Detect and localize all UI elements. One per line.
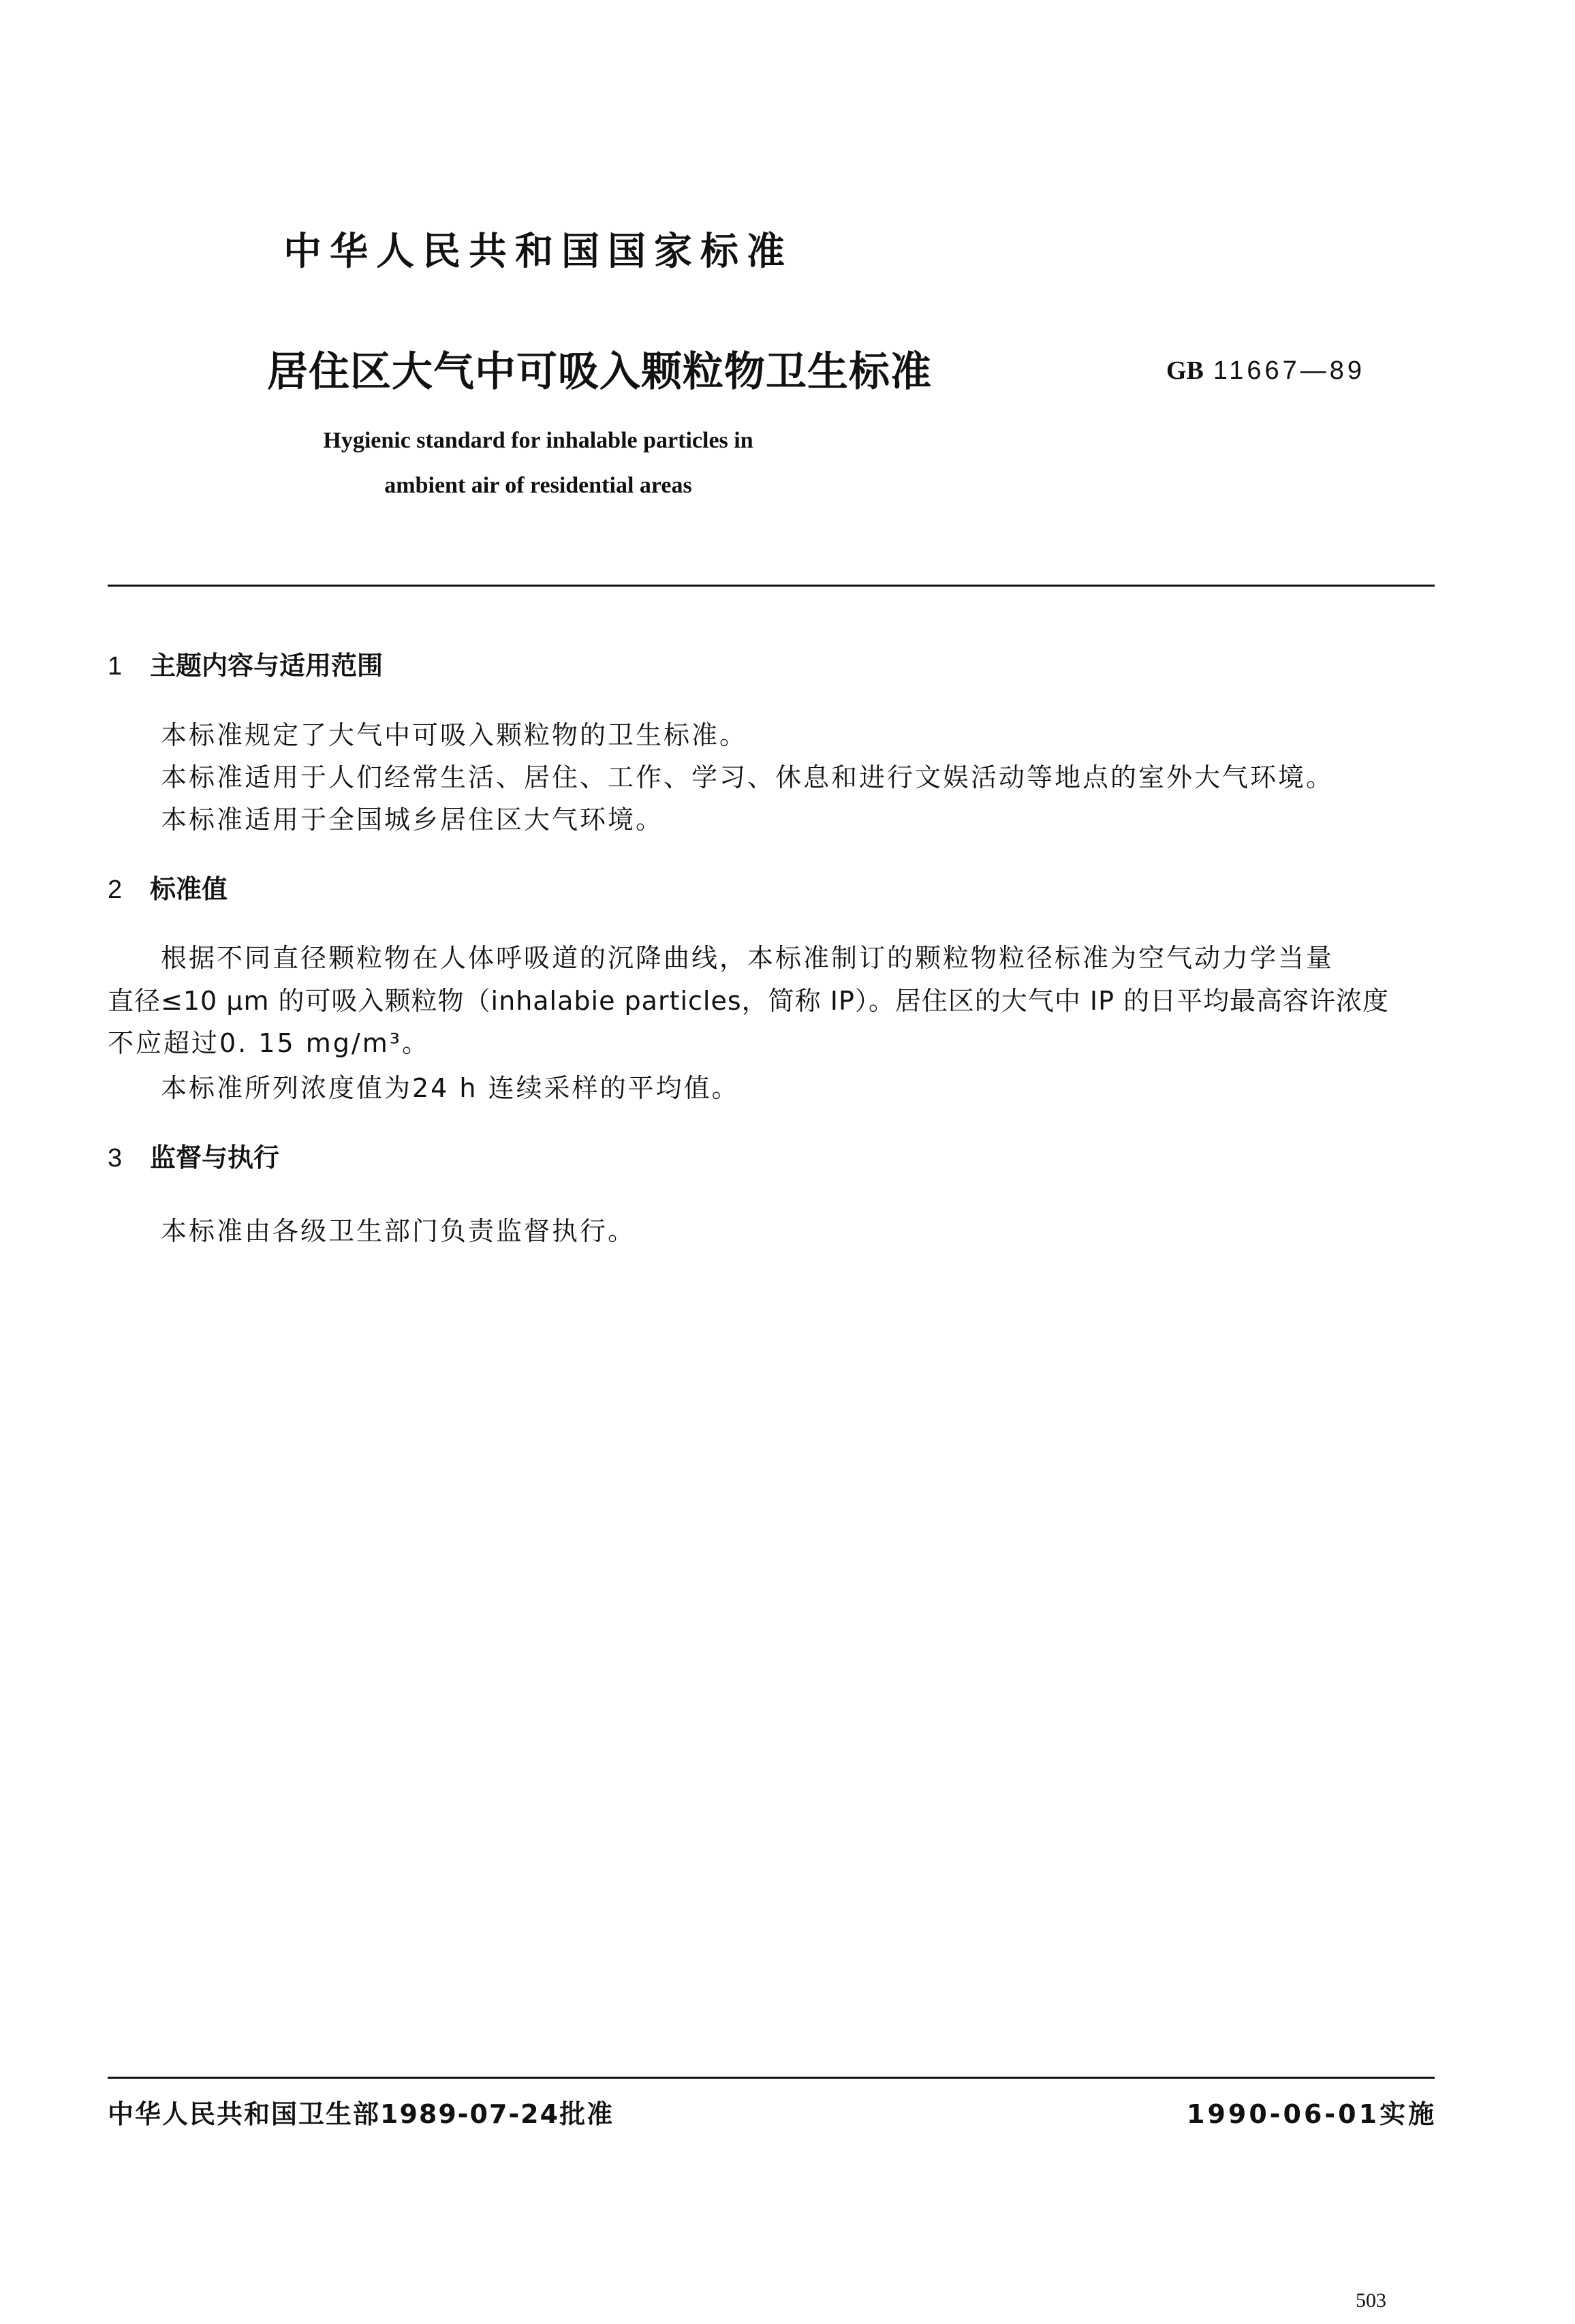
section-3-heading [108, 1136, 279, 1174]
section-3-number: 3 [108, 1144, 123, 1173]
header-divider [108, 585, 1435, 587]
section-1-heading [108, 645, 383, 682]
approval-statement: 中华人民共和国卫生部1989-07-24批准 [108, 2099, 614, 2129]
page-number: 503 [1356, 2289, 1386, 2312]
section-1-paragraph: 本标准适用于全国城乡居住区大气环境。 [161, 805, 664, 835]
section-2-paragraph: 根据不同直径颗粒物在人体呼吸道的沉降曲线，本标准制订的颗粒物粒径标准为空气动力学当量 [161, 943, 1335, 973]
section-3-title: 监督与执行 [150, 1143, 280, 1173]
section-2-number: 2 [108, 876, 123, 904]
section-2-paragraph: 本标准所列浓度值为24 h 连续采样的平均值。 [161, 1073, 740, 1103]
section-3-paragraph: 本标准由各级卫生部门负责监督执行。 [161, 1216, 636, 1246]
english-title-line-2: ambient air of residential areas [384, 473, 692, 498]
section-2-paragraph: 不应超过0. 15 mg/m³。 [108, 1028, 430, 1058]
effective-date: 1990-06-01实施 [1187, 2099, 1437, 2129]
footer-divider [108, 2077, 1435, 2079]
document-title: 居住区大气中可吸入颗粒物卫生标准 [267, 348, 932, 396]
national-standard-header: 中华人民共和国国家标准 [283, 230, 793, 274]
section-2-title: 标准值 [150, 874, 228, 904]
standard-number [1166, 356, 1365, 386]
section-2-heading [108, 868, 228, 905]
standard-code: 11667—89 [1213, 356, 1366, 385]
section-1-paragraph: 本标准适用于人们经常生活、居住、工作、学习、休息和进行文娱活动等地点的室外大气环境。 [161, 762, 1335, 792]
english-title-line-1: Hygienic standard for inhalable particles in [323, 428, 753, 453]
section-1-title: 主题内容与适用范围 [150, 651, 384, 681]
standard-prefix: GB [1166, 356, 1204, 385]
section-1-number: 1 [108, 652, 123, 681]
section-1-paragraph: 本标准规定了大气中可吸入颗粒物的卫生标准。 [161, 720, 748, 750]
section-2-paragraph: 直径≤10 μm 的可吸入颗粒物（inhalabie particles，简称 IP）。居住区的大气中 IP 的日平均最高容许浓度 [108, 986, 1390, 1016]
